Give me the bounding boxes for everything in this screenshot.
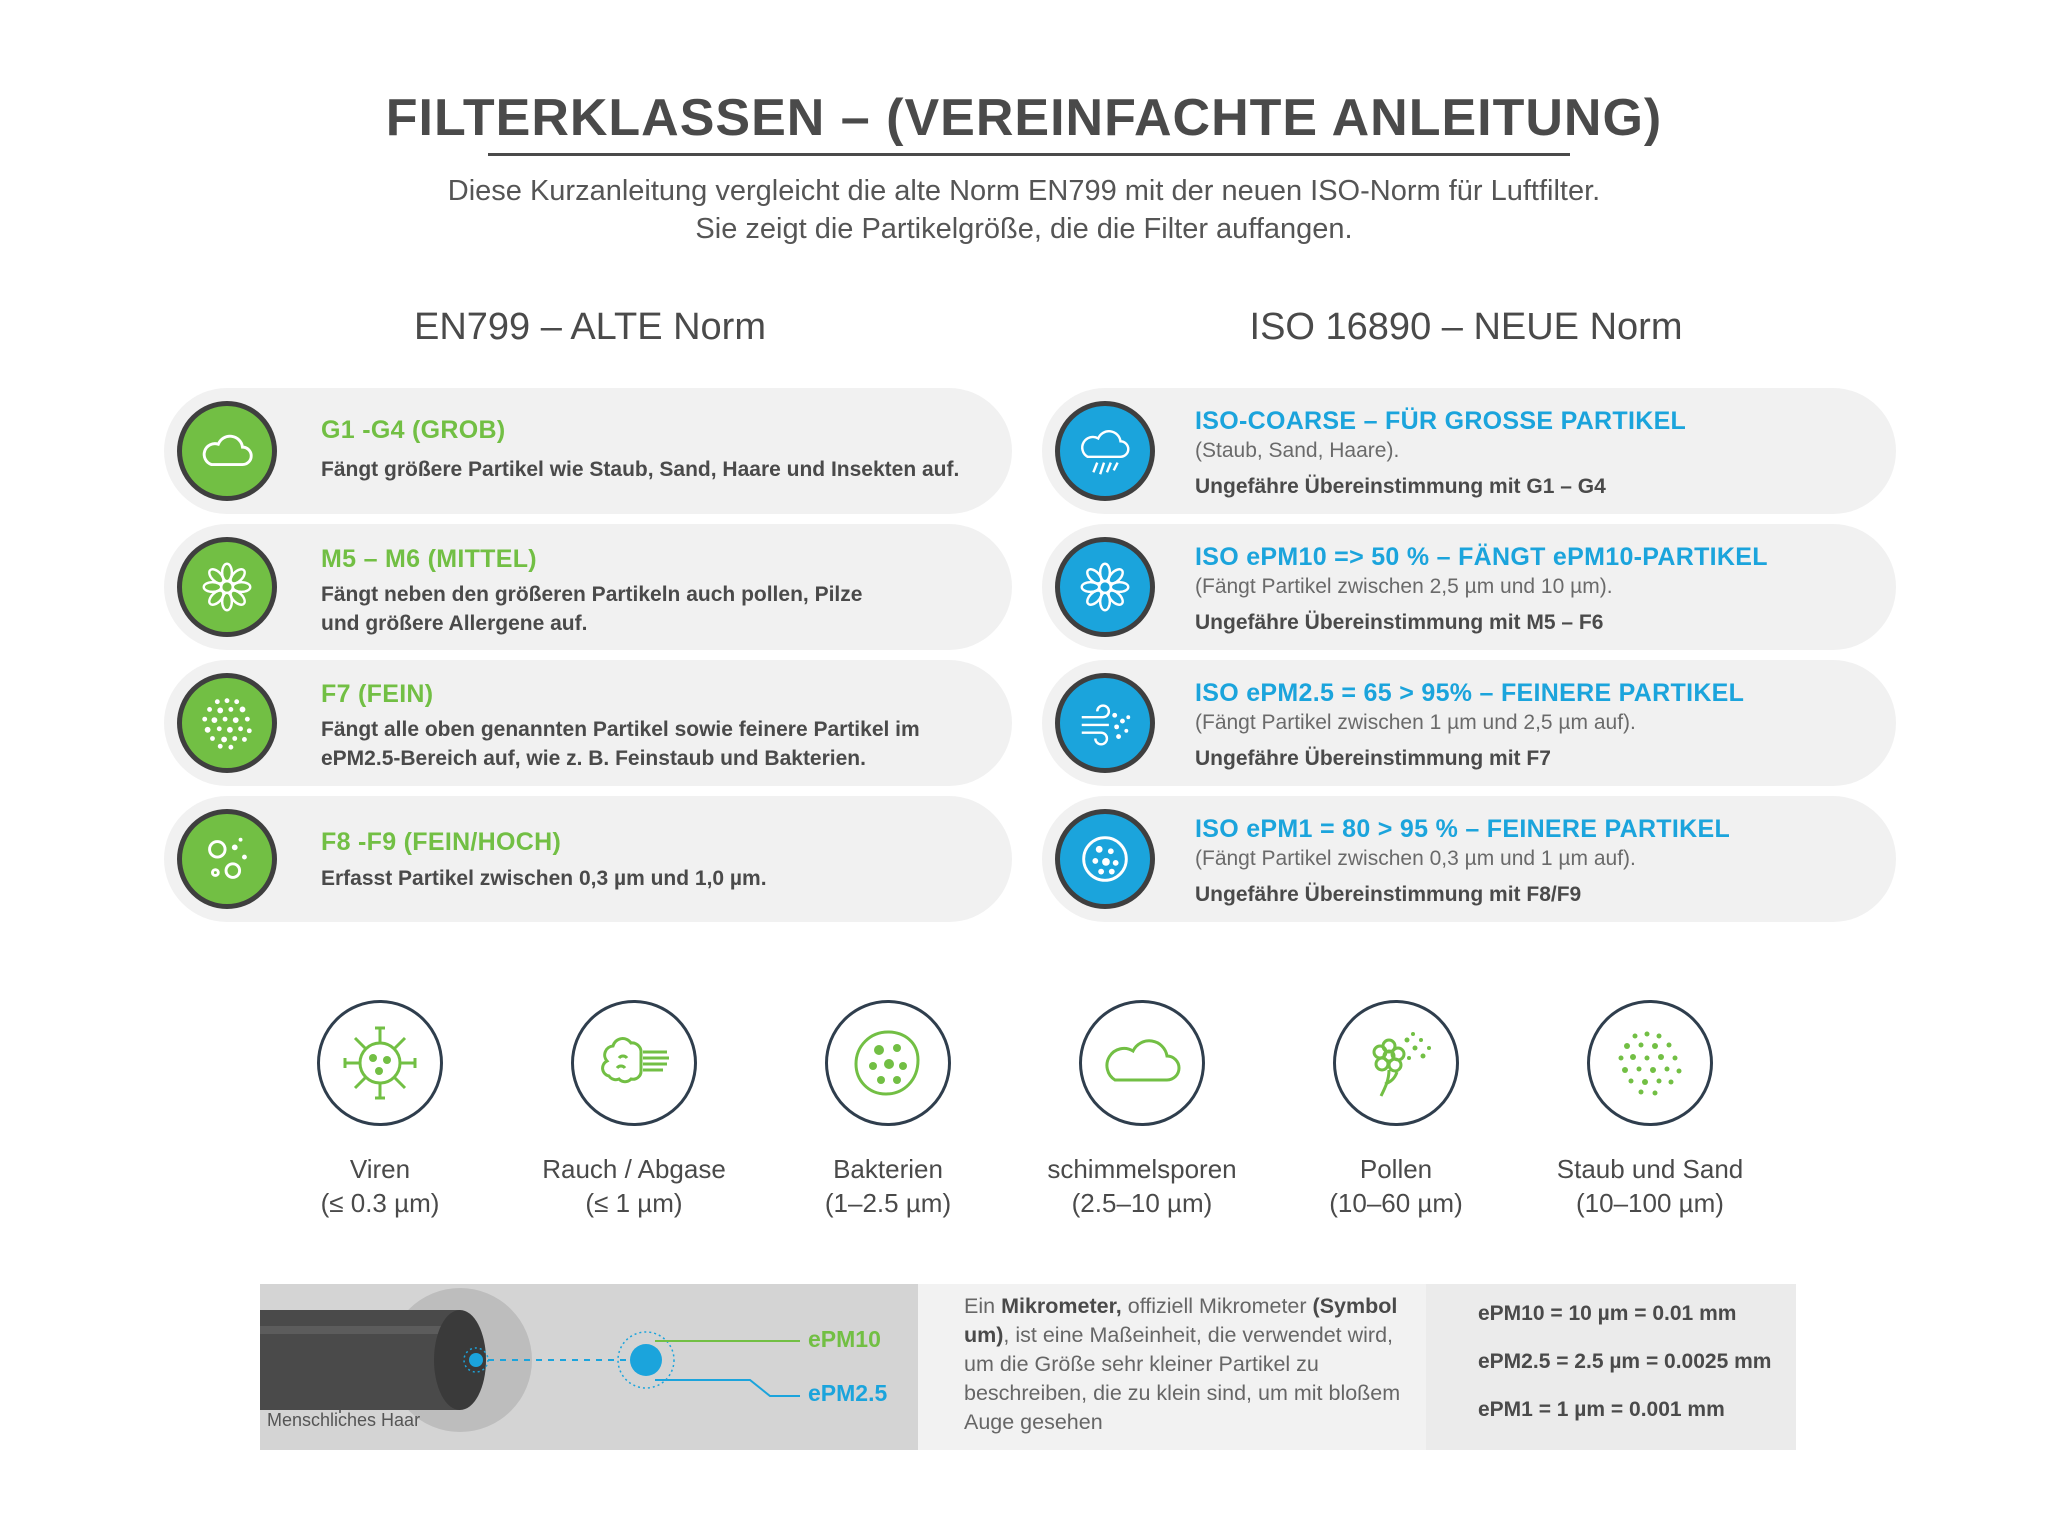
card-match: Ungefähre Übereinstimmung mit F7 (1195, 747, 1551, 770)
card-note: (Fängt Partikel zwischen 2,5 µm und 10 µm). (1195, 575, 1613, 598)
particle-label-bacteria (758, 1152, 1018, 1220)
card-text-line-2: ePM2.5-Bereich auf, wie z. B. Feinstaub und Bakterien. (321, 747, 866, 770)
page-title: FILTERKLASSEN – (VEREINFACHTE ANLEITUNG) (385, 89, 1663, 147)
micrometer-info-text (964, 1292, 1404, 1437)
card-note: (Staub, Sand, Haare). (1195, 439, 1400, 462)
card-match: Ungefähre Übereinstimmung mit M5 – F6 (1195, 611, 1604, 634)
cloud-icon (177, 401, 277, 501)
smoke-icon (571, 1000, 697, 1126)
equivalence-epm10: ePM10 = 10 µm = 0.01 mm (1478, 1302, 1737, 1325)
title-underline (488, 153, 1570, 156)
card-text: Fängt größere Partikel wie Staub, Sand, Haare und Insekten auf. (321, 458, 960, 481)
particle-label-viruses (250, 1152, 510, 1220)
card-title: ISO-COARSE – FÜR GROSSE PARTIKEL (1195, 407, 1687, 435)
card-match: Ungefähre Übereinstimmung mit G1 – G4 (1195, 475, 1606, 498)
info-intro: Ein (964, 1294, 996, 1318)
card-text-line-2: und größere Allergene auf. (321, 612, 588, 635)
equivalence-epm25: ePM2.5 = 2.5 µm = 0.0025 mm (1478, 1350, 1772, 1373)
particle-label-dust-sand (1520, 1152, 1780, 1220)
card-title: ISO ePM10 => 50 % – FÄNGT ePM10-PARTIKEL (1195, 543, 1768, 571)
en799-card-f8-f9 (164, 796, 1012, 922)
particle-name: Bakterien (833, 1154, 943, 1184)
info-text-2: , ist eine Maßeinheit, die verwendet wird, um die Größe sehr kleiner Partikel zu beschreiben, die zu klein sind, um mit bloßem Auge gesehen (964, 1323, 1401, 1434)
info-bold-1: Mikrometer, (1001, 1294, 1122, 1318)
dots-icon (177, 673, 277, 773)
particle-name: Rauch / Abgase (542, 1154, 726, 1184)
dust-icon (1587, 1000, 1713, 1126)
flower-icon (177, 537, 277, 637)
info-text-1: offiziell Mikrometer (1127, 1294, 1307, 1318)
virus-icon (317, 1000, 443, 1126)
card-title: G1 -G4 (GROB) (321, 416, 506, 444)
card-text (321, 580, 862, 638)
page-subtitle (0, 172, 2048, 248)
particle-name: Viren (349, 1154, 411, 1184)
card-title: F7 (FEIN) (321, 680, 434, 708)
subtitle-line-1: Diese Kurzanleitung vergleicht die alte Norm EN799 mit der neuen ISO-Norm für Luftfilter. (447, 175, 1601, 207)
pollen-icon (1333, 1000, 1459, 1126)
right-column-heading: ISO 16890 – NEUE Norm (1249, 306, 1683, 348)
equivalence-epm1: ePM1 = 1 µm = 0.001 mm (1478, 1398, 1725, 1421)
epm10-label: ePM10 (808, 1326, 881, 1352)
cell-icon (1055, 809, 1155, 909)
card-title: M5 – M6 (MITTEL) (321, 545, 537, 573)
card-match: Ungefähre Übereinstimmung mit F8/F9 (1195, 883, 1582, 906)
card-text-line-1: Fängt neben den größeren Partikeln auch pollen, Pilze (321, 583, 863, 606)
card-text: Erfasst Partikel zwischen 0,3 µm und 1,0 µm. (321, 867, 767, 890)
particle-size: (1–2.5 µm) (824, 1188, 952, 1218)
particle-size: (≤ 1 µm) (585, 1188, 683, 1218)
particle-name: Pollen (1359, 1154, 1433, 1184)
hair-label: Menschliches Haar (267, 1410, 421, 1430)
card-text-line-1: Fängt alle oben genannten Partikel sowie feinere Partikel im (321, 718, 920, 741)
particle-label-pollen (1266, 1152, 1526, 1220)
en799-card-g1-g4 (164, 388, 1012, 514)
particle-name: schimmelsporen (1047, 1154, 1237, 1184)
card-title: ISO ePM2.5 = 65 > 95% – FEINERE PARTIKEL (1195, 679, 1745, 707)
particle-size: (2.5–10 µm) (1071, 1188, 1213, 1218)
wind-icon (1055, 673, 1155, 773)
info-bold-2: (Symbol um) (964, 1294, 1398, 1347)
particle-size: (10–100 µm) (1576, 1188, 1724, 1218)
particle-label-mold-spores (1012, 1152, 1272, 1220)
rain-cloud-icon (1055, 401, 1155, 501)
cloud-icon (1079, 1000, 1205, 1126)
card-note: (Fängt Partikel zwischen 0,3 µm und 1 µm auf). (1195, 847, 1636, 870)
particle-size: (≤ 0.3 µm) (320, 1188, 440, 1218)
particle-size: (10–60 µm) (1329, 1188, 1463, 1218)
card-title: F8 -F9 (FEIN/HOCH) (321, 828, 562, 856)
subtitle-line-2: Sie zeigt die Partikelgröße, die die Filter auffangen. (695, 213, 1353, 245)
particle-label-smoke (504, 1152, 764, 1220)
epm25-label: ePM2.5 (808, 1380, 888, 1406)
card-note: (Fängt Partikel zwischen 1 µm und 2,5 µm auf). (1195, 711, 1636, 734)
flower-icon (1055, 537, 1155, 637)
card-text (321, 715, 920, 773)
bacteria-icon (825, 1000, 951, 1126)
left-column-heading: EN799 – ALTE Norm (413, 306, 766, 348)
card-title: ISO ePM1 = 80 > 95 % – FEINERE PARTIKEL (1195, 815, 1731, 843)
bubbles-icon (177, 809, 277, 909)
particle-name: Staub und Sand (1556, 1154, 1744, 1184)
